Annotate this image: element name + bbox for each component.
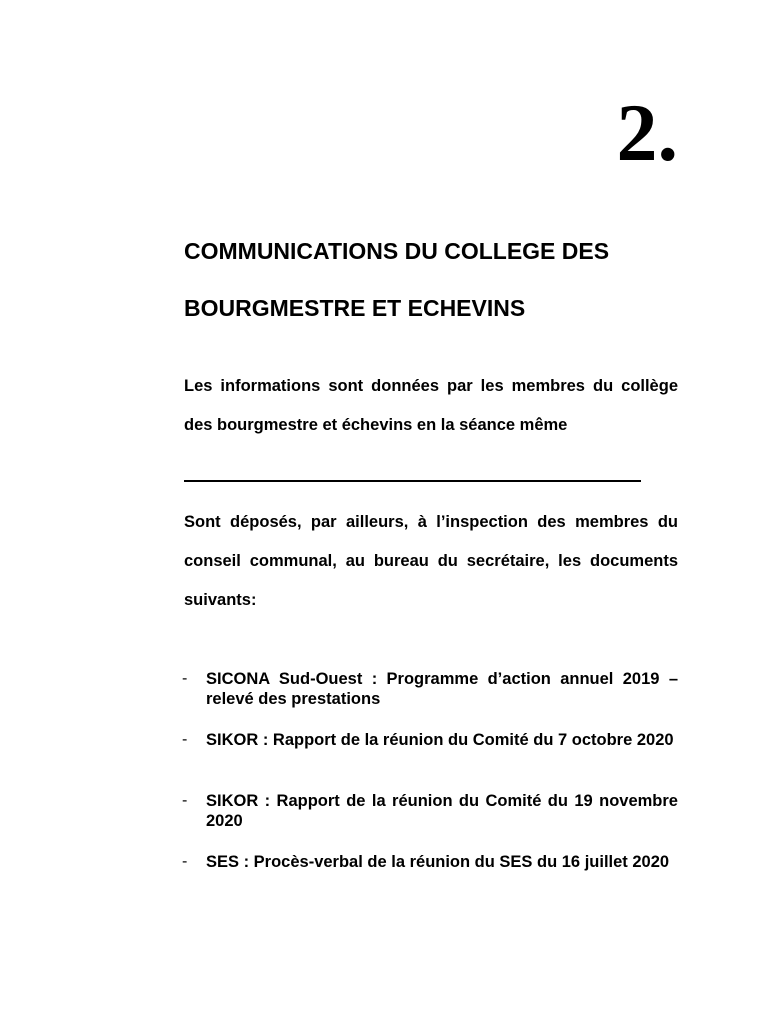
list-item — [182, 730, 678, 750]
list-item-text: SES : Procès-verbal de la réunion du SES du 16 juillet 2020 — [206, 853, 670, 871]
horizontal-divider — [184, 480, 641, 482]
list-item-text: SIKOR : Rapport de la réunion du Comité du 7 octobre 2020 — [206, 731, 674, 749]
chapter-number: 2. — [616, 87, 678, 178]
bullet-dash: - — [182, 731, 188, 748]
bullet-dash: - — [182, 670, 188, 687]
bullet-dash: - — [182, 792, 188, 809]
list-item — [182, 852, 678, 872]
page-title-line-1: COMMUNICATIONS DU COLLEGE DES — [184, 238, 610, 264]
deposit-paragraph: Sont déposés, par ailleurs, à l’inspection des membres du conseil communal, au bureau du secrétaire, les documents suivants: — [184, 513, 678, 609]
list-item-text: SICONA Sud-Ouest : Programme d’action annuel 2019 – relevé des prestations — [206, 670, 678, 708]
page-title-line-2: BOURGMESTRE ET ECHEVINS — [184, 295, 526, 321]
bullet-dash: - — [182, 853, 188, 870]
intro-paragraph: Les informations sont données par les membres du collège des bourgmestre et échevins en la séance même — [184, 377, 678, 434]
list-item — [182, 791, 678, 831]
list-item-text: SIKOR : Rapport de la réunion du Comité du 19 novembre 2020 — [206, 792, 678, 830]
list-item — [182, 669, 678, 709]
